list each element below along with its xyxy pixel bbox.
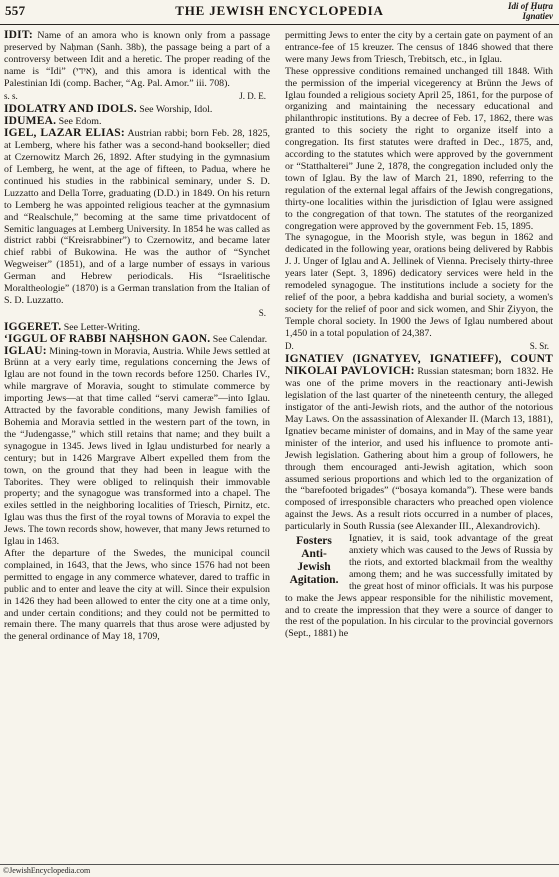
footer-site: ©JewishEncyclopedia.com [3, 866, 91, 875]
signature-line [4, 91, 270, 103]
entry-ignatiev [285, 354, 553, 533]
entry-idit [4, 30, 270, 90]
signature-left: D. [285, 340, 294, 351]
entry-heading: IGLAU: [4, 344, 47, 357]
signature-line [285, 341, 553, 353]
entry-heading: IDIT: [4, 29, 33, 41]
running-title: THE JEWISH ENCYCLOPEDIA [175, 3, 384, 18]
entry-igel [4, 128, 270, 307]
entry-body: Austrian rabbi; born Feb. 28, 1825, at Lemberg, where his father was a second-hand bookseller; died at Czernowitz March 26, 1892. After studying in the gymnasium of Lemberg, he went, at the age of fifteen, to Padua, where he continued his studies in the rabbinical seminary, under S. D. Luzzatto and Della Torre, graduating (D.D.) in 1849. On his return to Lemberg he was appointed religious teacher at the gymnasium and “Realschule,” becoming at the same time privatdocent of Semitic languages at Lemberg University. In 1854 he was called as district rabbi (“Kreisrabbiner”) to Czernowitz, and became later chief rabbi of Bukowina. He was the author of “Synchet Wegweiser” (1851), and of a large number of essays in various German and Hebrew periodicals. His “Israelitische Moraltheologie” (1870) is a German translation from the Italian of S. D. Luzzatto. [4, 128, 270, 306]
iglau-paragraph-1: permitting Jews to enter the city by a certain gate on payment of an entrance-fee of 15 kreuzer. The census of 1846 showed that there were many Jews from Triesch, Trebitsch, etc., in Iglau. [285, 30, 553, 65]
page-number: 557 [5, 3, 26, 18]
signature-line [4, 308, 270, 320]
signature-right: J. D. E. [239, 90, 266, 101]
entry-body: See Edom. [58, 116, 102, 128]
left-column [4, 30, 270, 643]
entry-body: Mining-town in Moravia, Austria. While Jews settled at Brünn at a very early time, regulations concerning the Jews of Iglau are not found in the town records before 1250. Charles IV., while margrave of Moravia, sought to stimulate commerce by importing Jews—at that time called “servi cameræ”—into Iglau. Attracted by the favorable conditions, many Jewish families of Bohemia and Moravia settled in the western part of the town, in the “Judengasse,” which still retains that name; and they built a synagogue in 1345. Jews lived in Iglau undisturbed for nearly a century; but in 1426 Margrave Albert expelled them from the town, on the ground that they had been in league with the Taborites. They were obliged to relinquish their immovable property; and the synagogue was transformed into a chapel. The exiles settled in the neighboring localities of Triesch, Pirnitz, etc. Iglau was thus the first of the royal towns of Moravia to expel the Jews. The town records show, however, that many Jews returned to Iglau in 1463. [4, 345, 270, 548]
entry-iglau [4, 346, 270, 548]
guide-word-top: Idi of Ḥuṭra [507, 1, 553, 11]
entry-body: Russian statesman; born 1832. He was one of the prime movers in the reactionary anti-Jewish legislation of the last quarter of the nineteenth century, the alleged instigator of the anti-Jewish riots, and the author of the notorious May Laws. On the assassination of Alexander II. (March 13, 1881), Ignatiev became minister of domains, and in May of the same year minister of the interior, and used his influence to promote anti-Jewish legislation. Gathering about him a group of followers, he through them encouraged anti-Jewish agitation, which soon assumed serious proportions and which led to the organization of the “barefooted brigades” (“bosaya komanda”). These were bands composed of irresponsible characters who preached open violence against the Jews. As a result riots occurred in a number of places, particularly in South Russia (see Alexander III., Alexandrovich). [285, 366, 554, 533]
entry-heading: ‘IGGUL OF RABBI NAḤSHON GAON. [4, 332, 211, 345]
right-column [285, 30, 553, 640]
entry-heading: IDUMEA. [4, 115, 57, 128]
signature-right: S. Sr. [529, 340, 549, 351]
entry-heading: IDOLATRY AND IDOLS. [4, 103, 137, 116]
entry-body: Name of an amora who is known only from a passage preserved by Naḥman (Sanh. 38b), the passage being a part of a controversy between Idit and a heretic. The proper reading of the name is “Idi” (אידי), and this amora is identical with the Palestinian Idi (comp. Bacher, “Ag. Pal. Amor.” iii. 708). [4, 30, 270, 89]
entry-body: See Letter-Writing. [63, 321, 140, 333]
entry-body: See Worship, Idol. [139, 104, 213, 116]
entry-heading: IGEL, LAZAR ELIAS: [4, 127, 125, 140]
entry-iglau-continued: After the departure of the Swedes, the municipal council complained, in 1643, that the Jews, who since 1576 had not been permitted to engage in any commerce whatever, dared to traffic in public and to enter and leave the city at will. Since their expulsion in 1426 they had been allowed to enter the city one at a time only, and under certain conditions; and they could not be permitted to remain there. The many quarrels that thus arose were adjusted by the general ordinance of May 18, 1709, [4, 547, 270, 643]
entry-heading: IGNATIEV (IGNATYEV, IGNATIEFF), COUNT NIKOLAI PAVLOVICH: [285, 353, 553, 378]
side-note: Fosters Anti-Jewish Agitation. [289, 535, 339, 587]
iglau-paragraph-3: The synagogue, in the Moorish style, was begun in 1862 and dedicated in the following year, orations being delivered by Rabbis J. J. Unger of Iglau and A. Jellinek of Vienna. Precisely thirty-three years later (Sept. 3, 1896) dedicatory services were held in the remodeled synagogue. The institutions include a society for the relief of the poor, a ḥebra kaddisha and burial society, a women's society for the relief of poor and sick women, and Shir Ẓiyyon, the Temple choral society. In 1900 the Jews of Iglau numbered about 1,450 in a total population of 24,387. [285, 232, 553, 339]
iglau-paragraph-2: These oppressive conditions remained unchanged till 1848. With the permission of the imperial vicegerency at Brünn the Jews of Iglau founded a religious society April 25, 1861, for the purpose of organizing and maintaining the necessary educational and philanthropic institutions. By a decree of Feb. 17, 1862, there was granted to this society the right to organize itself into a congregation. Its first statutes were drafted in Dec., 1875, and, according to the statutes which were approved by the government or “Statthalterei” June 2, 1878, the congregation included only the town of Iglau. By the law of March 21, 1890, referring to the regulation of the external legal affairs of the Jewish congregations, thirty-one localities within the jurisdiction of Iglau were assigned to the congregation of that town. The statutes of the reorganized congregation were approved by the government Feb. 15, 1895. [285, 65, 553, 232]
guide-words [508, 1, 553, 21]
signature-right: S. [258, 307, 266, 318]
entry-heading: IGGERET. [4, 320, 62, 333]
entry-body: Ignatiev, it is said, took advantage of the great anxiety which was caused to the Jews of Russia by the riots, and extorted blackmail from the wealthy among them; and he was successfully imitated by the great host of minor officials. It was his purpose to make the Jews appear responsible for the nihilistic movement, and to create the impression that they were a source of danger to the rest of the population. In his circular to the provincial governors (Sept., 1881) he [285, 533, 553, 640]
signature-left: s. s. [4, 90, 18, 101]
guide-word-bottom: Ignatiev [522, 11, 553, 21]
page-footer [0, 864, 559, 877]
entry-body: See Calendar. [212, 333, 268, 345]
ignatiev-paragraph-2 [285, 533, 553, 640]
page-header [0, 0, 559, 25]
